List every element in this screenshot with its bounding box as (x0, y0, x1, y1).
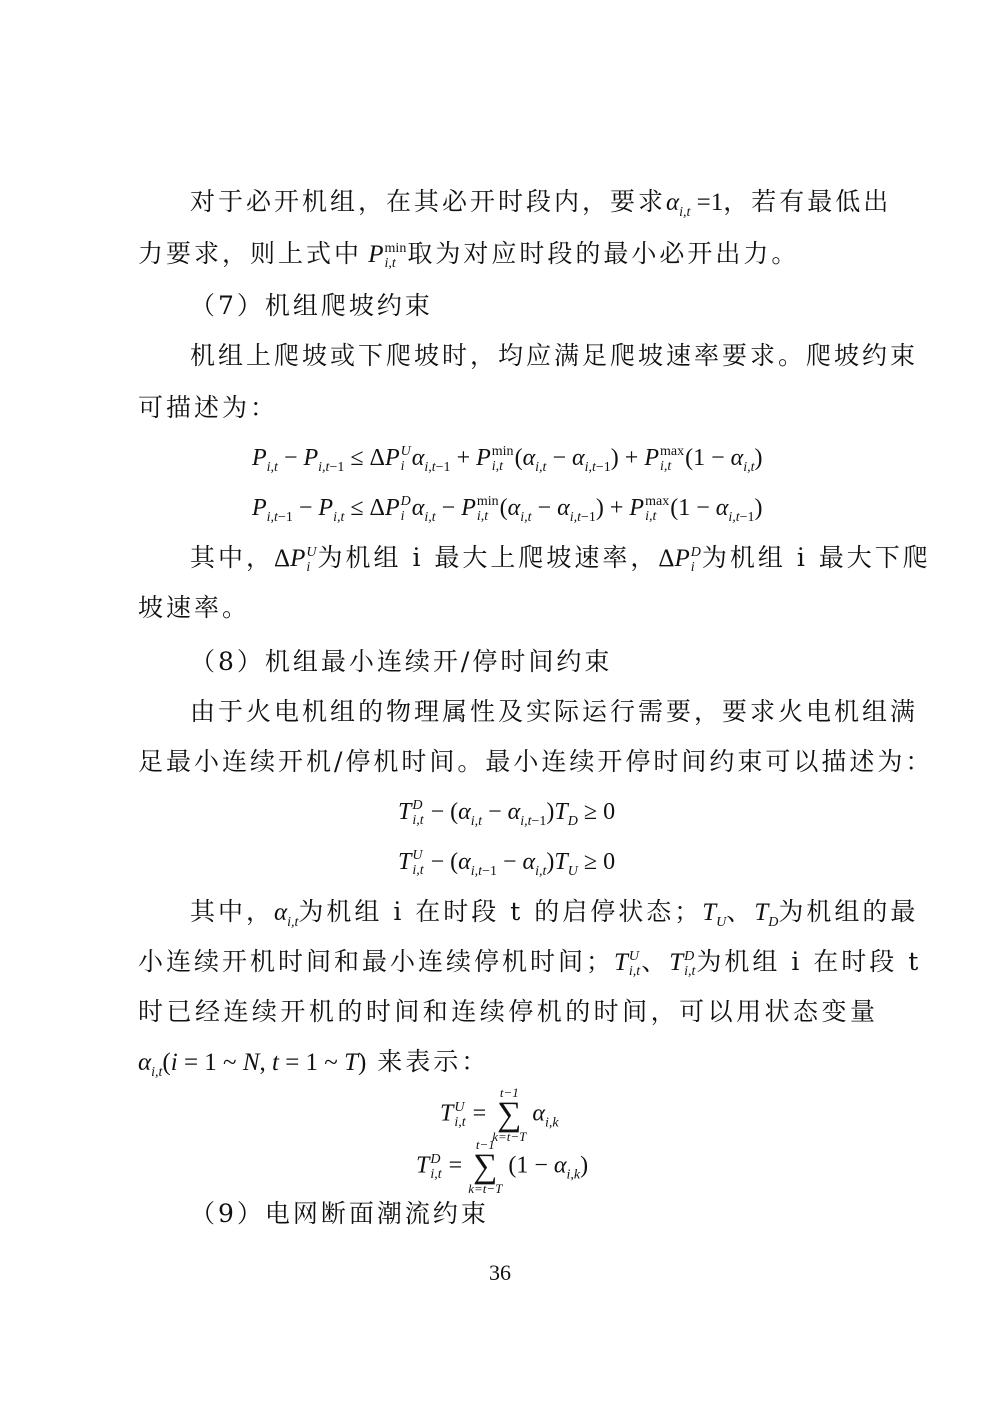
section-heading-8: （8）机组最小连续开/停时间约束 (190, 647, 613, 676)
formula-delta-pd: ΔP D i (658, 545, 701, 576)
equation-min-down: T D i,t − $(\alpha_{i,t} - \alpha_{i,t-1})T_D \ge 0$ (398, 798, 616, 829)
equation-tu-sum: T U i,t = t−1 ∑ k=t−T $\alpha_{i,k}$ (440, 1085, 559, 1144)
text-span: 为机组 i 最大下爬 (701, 543, 931, 572)
page-number: 36 (489, 1260, 511, 1285)
section-heading-7: （7）机组爬坡约束 (190, 291, 433, 320)
paragraph-5-line-4 (138, 1046, 878, 1079)
formula-tu-it: T U i,t (614, 949, 641, 980)
paragraph-3-line-2: 坡速率。 (138, 593, 251, 622)
paragraph-5-line-2 (138, 946, 922, 980)
text-span: 为机组的最 (778, 897, 919, 926)
text-span: 、 (641, 947, 670, 976)
text-span: 来表示： (377, 1047, 490, 1076)
formula-tu: $T_U$ (702, 899, 727, 930)
paragraph-3-line-1 (190, 542, 931, 576)
text-span: 为机组 i 最大上爬坡速率， (317, 543, 659, 572)
paragraph-2-line-2: 可描述为： (138, 393, 279, 422)
text-span: 为机组 i 在时段 t (696, 947, 922, 976)
equation-min-up: T U i,t − $(\alpha_{i,t-1} - \alpha_{i,t})T_U \ge 0$ (398, 848, 616, 879)
equation-ramp-up: $P_{i,t} - P_{i,t-1} \le \Delta P$ U i $\alpha_{i,t-1} + P$ min i,t $(\alpha_{i,t} - \alpha_{i,t-1}) + P$ max i,t $(1 - \alpha_{i,t})$ (252, 444, 763, 475)
formula-delta-pu: ΔP U i (274, 545, 317, 576)
section-heading-9: （9）电网断面潮流约束 (190, 1199, 489, 1228)
formula-state-variable: $\alpha_{i,t}(i = 1$ ~ N, t = 1 ~ T) (138, 1049, 367, 1080)
text-span: 、 (726, 897, 755, 926)
text-span: 力要求，则上式中 (138, 239, 363, 268)
text-span: 取为对应时段的最小必开出力。 (407, 239, 800, 268)
formula-alpha-eq-1: $\alpha_{i,t} =1$ (666, 189, 724, 220)
text-span: 对于必开机组，在其必开时段内，要求 (190, 187, 667, 216)
paragraph-4-line-1: 由于火电机组的物理属性及实际运行需要，要求火电机组满 (190, 697, 919, 726)
paragraph-1-line-1 (190, 186, 892, 220)
paragraph-1-line-2 (138, 238, 878, 271)
text-span: 其中， (190, 543, 275, 572)
formula-td: $T_D$ (754, 899, 779, 930)
text-span: 为机组 i 在时段 t 的启停状态； (298, 897, 703, 926)
paragraph-2-line-1: 机组上爬坡或下爬坡时，均应满足爬坡速率要求。爬坡约束 (190, 341, 919, 370)
paragraph-5-line-3: 时已经连续开机的时间和连续停机的时间，可以用状态变量 (138, 997, 878, 1026)
paragraph-4-line-2: 足最小连续开机/停机时间。最小连续开停时间约束可以描述为： (138, 747, 934, 776)
text-span: 小连续开机时间和最小连续停机时间； (138, 947, 615, 976)
equation-td-sum: T D i,t = t−1 ∑ k=t−T $(1 - \alpha_{i,k})$ (416, 1137, 589, 1196)
text-span: 其中， (190, 897, 275, 926)
text-span: ，若有最低出 (723, 187, 892, 216)
formula-pmin: P min i,t (362, 241, 407, 272)
formula-alpha-it: $\alpha_{i,t}$ (274, 899, 299, 930)
equation-ramp-down: $P_{i,t-1} - P_{i,t} \le \Delta P$ D i $\alpha_{i,t} - P$ min i,t $(\alpha_{i,t} - \alpha_{i,t-1}) + P$ max i,t $(1 - \alpha_{i,t-1})$ (252, 494, 763, 525)
formula-td-it: T D i,t (669, 949, 696, 980)
paragraph-5-line-1 (190, 896, 919, 930)
